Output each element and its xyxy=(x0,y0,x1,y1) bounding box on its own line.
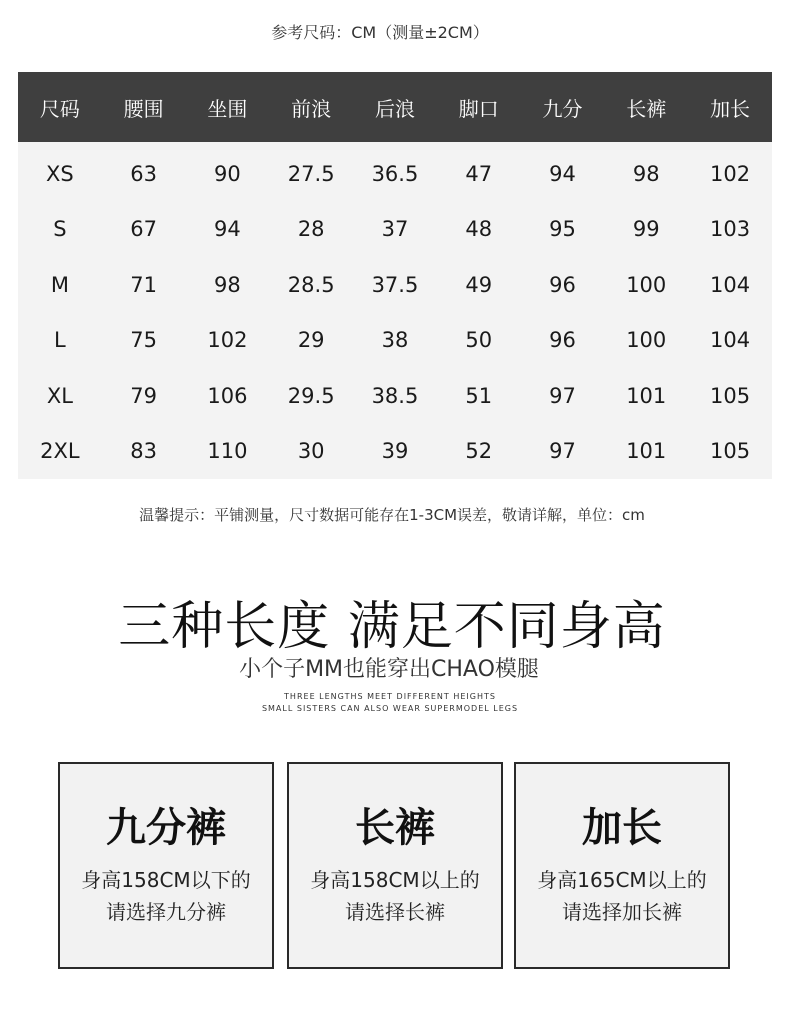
table-cell: 83 xyxy=(130,439,158,464)
card-height-rule: 身高165CM以上的 xyxy=(537,868,707,892)
table-row xyxy=(18,368,772,424)
table-cell: 29 xyxy=(297,328,325,353)
table-cell: 97 xyxy=(549,383,576,408)
table-row xyxy=(18,313,772,369)
table-cell: 48 xyxy=(465,217,493,242)
length-card-full xyxy=(287,762,503,969)
table-cell: 103 xyxy=(710,217,751,242)
table-cell: 27.5 xyxy=(287,161,335,186)
table-cell: 52 xyxy=(465,439,493,464)
table-cell: XL xyxy=(46,383,73,408)
table-cell: 63 xyxy=(130,161,158,186)
card-recommendation: 请选择加长裤 xyxy=(562,900,682,924)
header-cropped-length: 九分 xyxy=(542,96,583,121)
table-cell: 105 xyxy=(710,383,751,408)
table-cell: 28.5 xyxy=(287,272,335,297)
card-recommendation: 请选择长裤 xyxy=(345,900,445,924)
table-cell: 38.5 xyxy=(371,383,419,408)
length-card-cropped xyxy=(58,762,274,969)
card-title: 长裤 xyxy=(355,805,435,851)
table-cell: 104 xyxy=(710,328,751,353)
table-cell: 102 xyxy=(207,328,248,353)
table-cell: 100 xyxy=(626,328,667,353)
english-tagline-1: THREE LENGTHS MEET DIFFERENT HEIGHTS xyxy=(284,692,496,701)
card-height-rule: 身高158CM以上的 xyxy=(310,868,480,892)
subheadline: 小个子MM也能穿出CHAO模腿 xyxy=(239,657,539,682)
table-cell: 39 xyxy=(381,439,409,464)
table-cell: 37 xyxy=(381,217,409,242)
header-back-rise: 后浪 xyxy=(374,96,415,121)
table-cell: 28 xyxy=(297,217,325,242)
table-cell: 94 xyxy=(549,161,576,186)
table-cell: 30 xyxy=(297,439,325,464)
table-cell: 101 xyxy=(626,383,667,408)
table-cell: 98 xyxy=(632,161,660,186)
header-front-rise: 前浪 xyxy=(291,96,332,121)
table-cell: 99 xyxy=(632,217,660,242)
table-cell: 94 xyxy=(214,217,241,242)
header-waist: 腰围 xyxy=(123,96,164,121)
header-hip: 坐围 xyxy=(207,96,248,121)
table-cell: 49 xyxy=(465,272,493,297)
table-cell: 47 xyxy=(465,161,493,186)
table-cell: 96 xyxy=(549,272,576,297)
table-cell: 90 xyxy=(214,161,241,186)
table-cell: 29.5 xyxy=(287,383,335,408)
table-cell: 110 xyxy=(207,439,248,464)
table-row xyxy=(18,202,772,258)
table-cell: 51 xyxy=(465,383,493,408)
table-row xyxy=(18,257,772,313)
size-table xyxy=(18,72,772,479)
table-cell: S xyxy=(53,217,67,242)
table-cell: 100 xyxy=(626,272,667,297)
table-cell: 102 xyxy=(710,161,751,186)
table-cell: 97 xyxy=(549,439,576,464)
table-cell: 50 xyxy=(465,328,493,353)
header-size: 尺码 xyxy=(39,96,80,121)
table-cell: 105 xyxy=(710,439,751,464)
table-cell: 79 xyxy=(130,383,158,408)
table-cell: 67 xyxy=(130,217,158,242)
table-cell: XS xyxy=(46,161,74,186)
header-leg-opening: 脚口 xyxy=(458,96,499,121)
table-cell: 104 xyxy=(710,272,751,297)
table-header-row xyxy=(18,72,772,142)
card-height-rule: 身高158CM以下的 xyxy=(81,868,251,892)
table-cell: 71 xyxy=(130,272,158,297)
table-cell: 75 xyxy=(130,328,158,353)
table-cell: 101 xyxy=(626,439,667,464)
length-card-long xyxy=(514,762,730,969)
table-row xyxy=(18,424,772,480)
table-row xyxy=(18,142,772,202)
table-cell: 98 xyxy=(214,272,241,297)
card-title: 九分裤 xyxy=(106,805,226,851)
table-cell: M xyxy=(50,272,69,297)
table-cell: 36.5 xyxy=(371,161,419,186)
table-cell: 95 xyxy=(549,217,576,242)
header-long-length: 加长 xyxy=(710,96,751,121)
card-recommendation: 请选择九分裤 xyxy=(106,900,226,924)
headline: 三种长度 满足不同身高 xyxy=(118,597,666,657)
english-tagline-2: SMALL SISTERS CAN ALSO WEAR SUPERMODEL LEGS xyxy=(261,704,519,713)
unit-note: 参考尺码：CM（测量±2CM） xyxy=(271,23,489,42)
table-cell: L xyxy=(54,328,66,353)
table-cell: 96 xyxy=(549,328,576,353)
table-cell: 106 xyxy=(207,383,248,408)
card-title: 加长 xyxy=(582,805,662,851)
header-full-length: 长裤 xyxy=(626,96,667,121)
table-cell: 2XL xyxy=(40,439,80,464)
measurement-tip: 温馨提示：平铺测量，尺寸数据可能存在1-3CM误差，敬请详解，单位：cm xyxy=(139,506,645,524)
table-cell: 38 xyxy=(381,328,409,353)
table-cell: 37.5 xyxy=(371,272,419,297)
